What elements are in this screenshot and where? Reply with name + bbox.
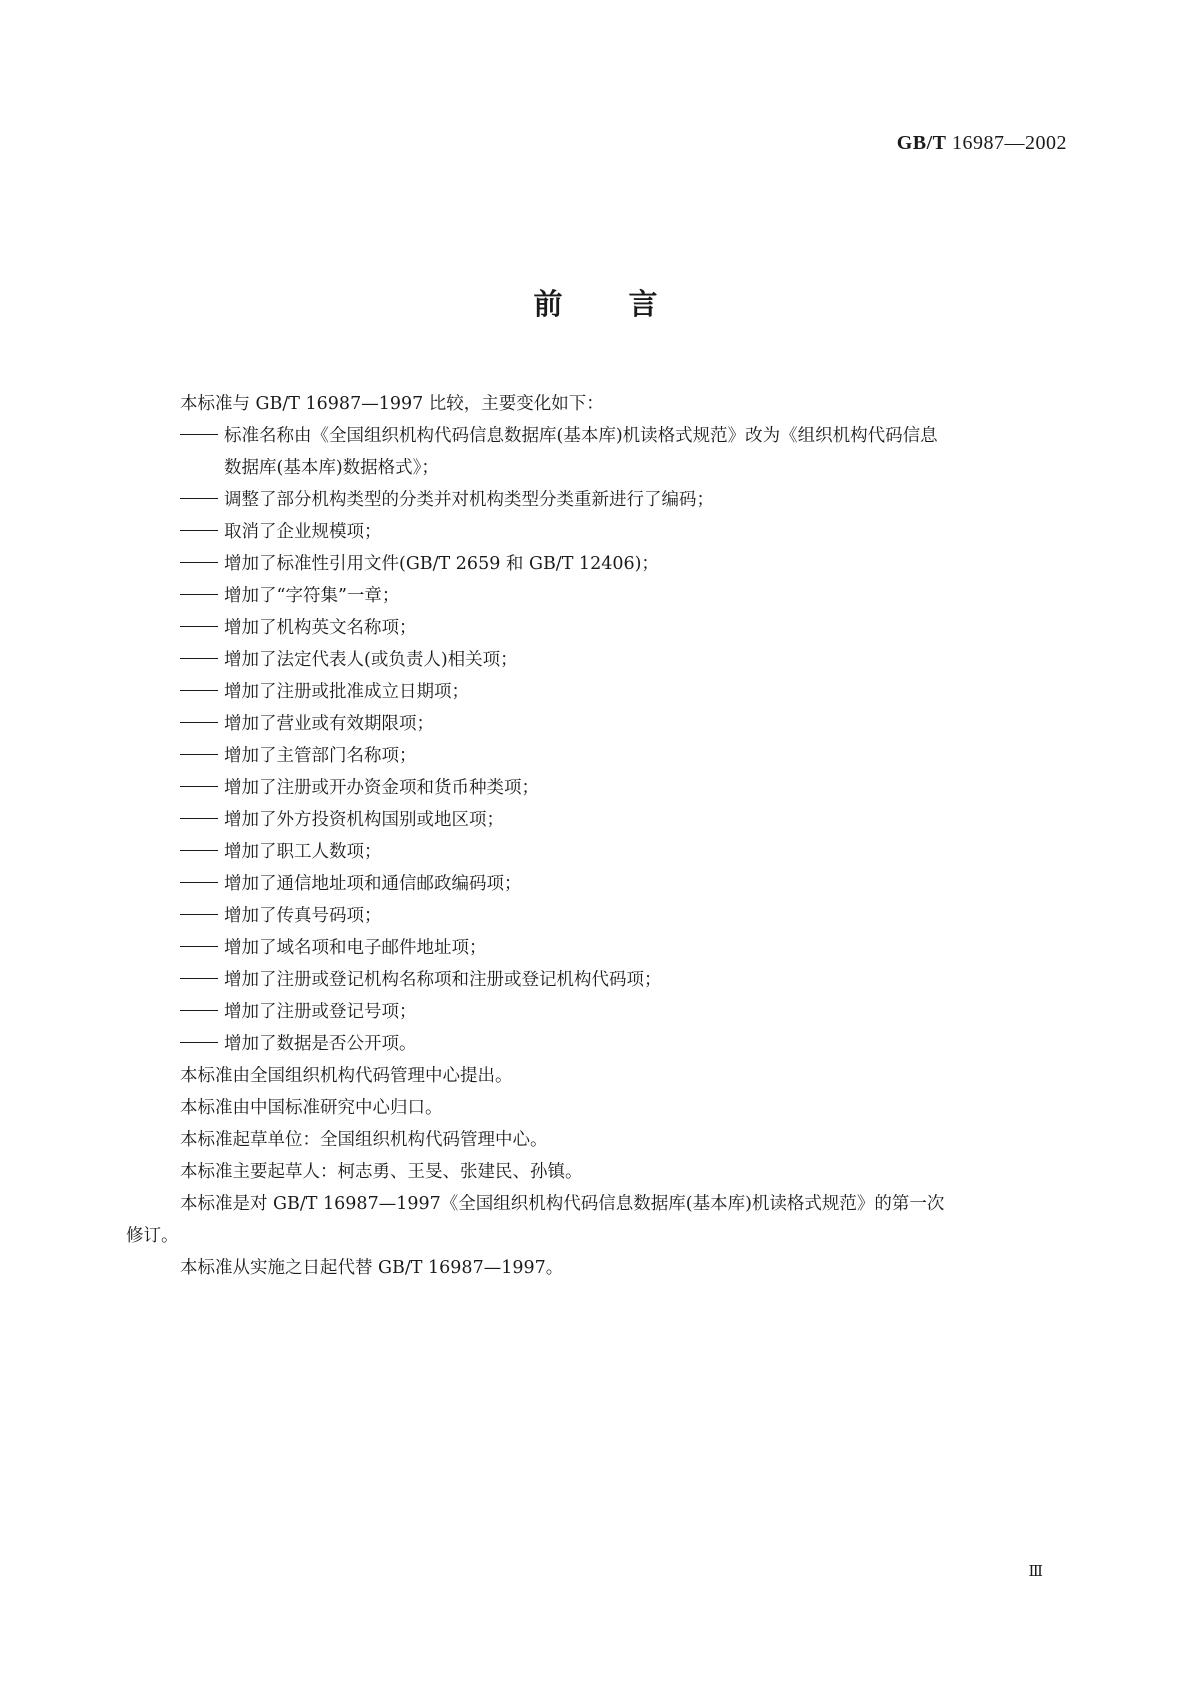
- list-item: [126, 900, 1076, 932]
- dash-mark: [180, 1010, 218, 1011]
- list-item: [126, 548, 1076, 580]
- list-item-text-continued: 数据库(基本库)数据格式》；: [224, 458, 439, 478]
- dash-mark: [180, 1042, 218, 1043]
- list-item: [126, 676, 1076, 708]
- list-item: [126, 868, 1076, 900]
- list-item: [126, 1028, 1076, 1060]
- list-item-text: 标准名称由《全国组织机构代码信息数据库(基本库)机读格式规范》改为《组织机构代码信息: [224, 426, 938, 446]
- list-item-text: 增加了注册或批准成立日期项；: [224, 682, 469, 702]
- list-item: [126, 644, 1076, 676]
- list-item: [126, 996, 1076, 1028]
- list-item: [126, 420, 1076, 484]
- list-item: [126, 516, 1076, 548]
- list-item-text: 调整了部分机构类型的分类并对机构类型分类重新进行了编码；: [224, 490, 714, 510]
- revision-line-2: 修订。: [126, 1226, 179, 1246]
- dash-mark: [180, 434, 218, 435]
- list-item: [126, 932, 1076, 964]
- changes-list: [126, 420, 1076, 1060]
- list-item-text: 增加了域名项和电子邮件地址项；: [224, 938, 487, 958]
- revision-paragraph: [126, 1188, 1076, 1252]
- list-item-text: 增加了注册或登记机构名称项和注册或登记机构代码项；: [224, 970, 662, 990]
- dash-mark: [180, 562, 218, 563]
- list-item-text: 增加了注册或登记号项；: [224, 1002, 417, 1022]
- dash-mark: [180, 914, 218, 915]
- list-item-text: 增加了职工人数项；: [224, 842, 382, 862]
- dash-mark: [180, 498, 218, 499]
- replaces-paragraph: 本标准从实施之日起代替 GB/T 16987—1997。: [180, 1258, 564, 1278]
- list-item: [126, 804, 1076, 836]
- list-item-text: 增加了机构英文名称项；: [224, 618, 417, 638]
- list-item: [126, 484, 1076, 516]
- revision-line-1: 本标准是对 GB/T 16987—1997《全国组织机构代码信息数据库(基本库)机读格式规范》的第一次: [180, 1194, 945, 1214]
- dash-mark: [180, 786, 218, 787]
- list-item: [126, 964, 1076, 996]
- dash-mark: [180, 754, 218, 755]
- dash-mark: [180, 530, 218, 531]
- dash-mark: [180, 978, 218, 979]
- dash-mark: [180, 818, 218, 819]
- dash-mark: [180, 658, 218, 659]
- list-item-text: 增加了外方投资机构国别或地区项；: [224, 810, 504, 830]
- drafters-paragraph: 本标准主要起草人：柯志勇、王旻、张建民、孙镇。: [180, 1162, 583, 1182]
- dash-mark: [180, 882, 218, 883]
- intro-paragraph: 本标准与 GB/T 16987—1997 比较，主要变化如下：: [180, 394, 604, 414]
- standard-number: 16987—2002: [952, 132, 1067, 154]
- list-item-text: 增加了法定代表人(或负责人)相关项；: [224, 650, 518, 670]
- centralized-paragraph: 本标准由中国标准研究中心归口。: [180, 1098, 443, 1118]
- dash-mark: [180, 690, 218, 691]
- standard-prefix: GB/T: [896, 132, 947, 154]
- list-item-text: 增加了“字符集”一章；: [224, 586, 400, 606]
- list-item-text: 增加了主管部门名称项；: [224, 746, 417, 766]
- page-title: 前言: [533, 287, 724, 321]
- dash-mark: [180, 946, 218, 947]
- dash-mark: [180, 722, 218, 723]
- list-item: [126, 772, 1076, 804]
- list-item: [126, 708, 1076, 740]
- list-item: [126, 740, 1076, 772]
- list-item-text: 增加了通信地址项和通信邮政编码项；: [224, 874, 522, 894]
- standard-code: [897, 132, 1067, 155]
- proposer-paragraph: 本标准由全国组织机构代码管理中心提出。: [180, 1066, 513, 1086]
- list-item-text: 增加了注册或开办资金项和货币种类项；: [224, 778, 539, 798]
- list-item-text: 增加了标准性引用文件(GB/T 2659 和 GB/T 12406)；: [224, 554, 659, 574]
- list-item: [126, 836, 1076, 868]
- dash-mark: [180, 594, 218, 595]
- dash-mark: [180, 626, 218, 627]
- list-item: [126, 580, 1076, 612]
- list-item-text: 增加了营业或有效期限项；: [224, 714, 434, 734]
- list-item: [126, 612, 1076, 644]
- list-item-text: 增加了数据是否公开项。: [224, 1034, 417, 1054]
- list-item-text: 增加了传真号码项；: [224, 906, 382, 926]
- dash-mark: [180, 850, 218, 851]
- list-item-text: 取消了企业规模项；: [224, 522, 382, 542]
- page-number: Ⅲ: [1028, 1562, 1043, 1580]
- document-body: [126, 388, 1076, 1284]
- drafting-unit-paragraph: 本标准起草单位：全国组织机构代码管理中心。: [180, 1130, 548, 1150]
